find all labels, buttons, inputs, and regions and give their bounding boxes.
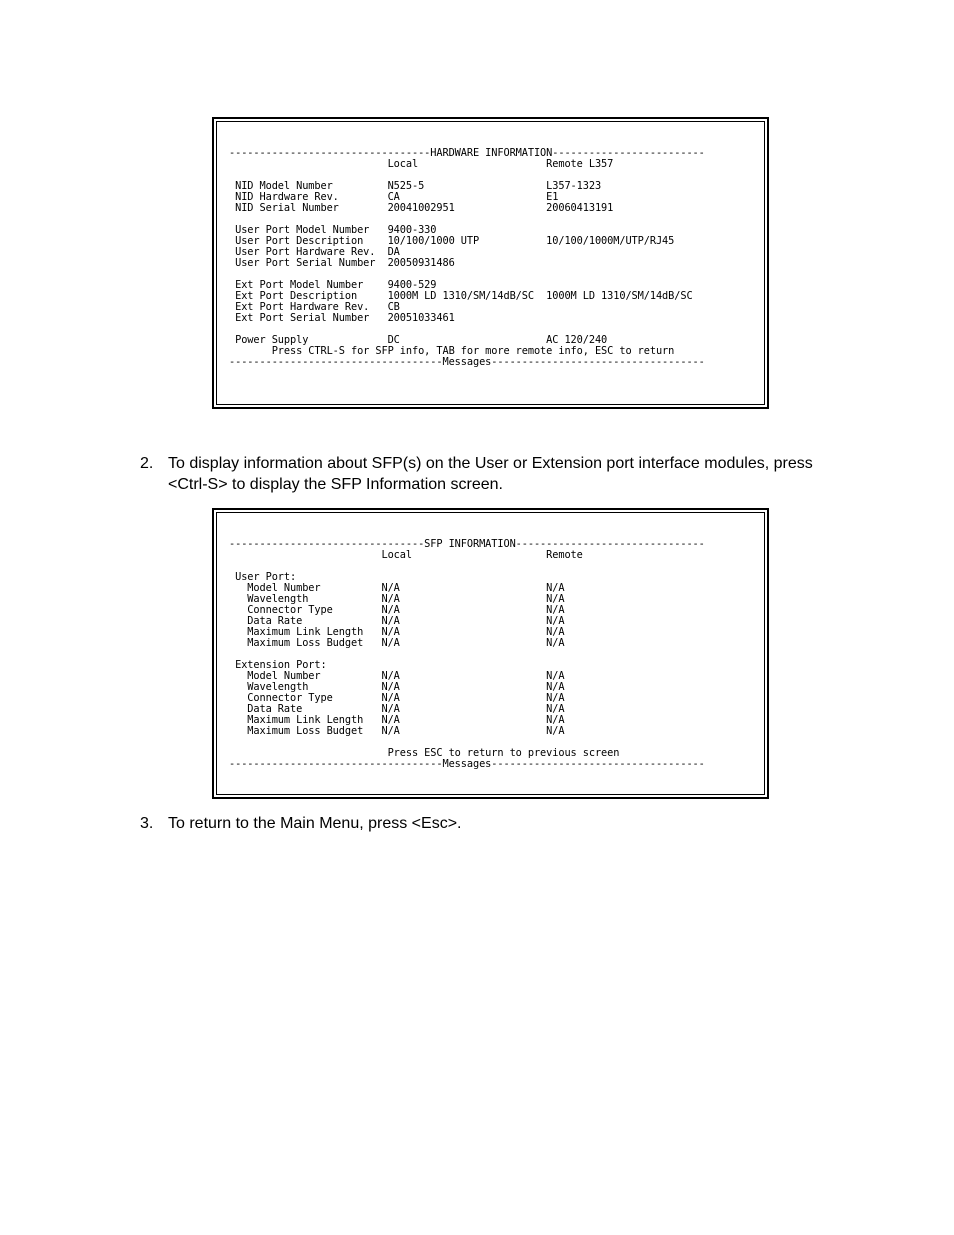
sfp-information-frame (216, 512, 765, 795)
step-3 (140, 813, 840, 835)
hardware-information-screen (212, 117, 769, 409)
step-2-text: To display information about SFP(s) on the User or Extension port interface modules, press <Ctrl-S> to display the SFP Information screen. (168, 455, 813, 493)
step-2 (140, 453, 840, 497)
hardware-information-text: ---------------------------------HARDWARE INFORMATION------------------------- Local Remote L357 NID Model Number N525-5 L357-1323 NID Hardware Rev. CA E1 NID Serial Number 20041002951 20060413191 User Port Model Number 9400-330 User Port Description 10/100/1000 UTP 10/100/1000M/UTP/RJ45 User Port Hardware Rev. DA User Port Serial Number 20050931486 Ext Port Model Number 9400-529 Ext Port Description 1000M LD 1310/SM/14dB/SC 1000M LD 1310/SM/14dB/SC Ext Port Hardware Rev. CB Ext Port Serial Number 20051033461 Power Supply DC AC 120/240 Press CTRL-S for SFP info, TAB for more remote info, ESC to return -----------------------------------Messages----------------------------------- (229, 147, 705, 368)
step-3-number: 3. (140, 815, 154, 832)
sfp-information-screen (212, 508, 769, 799)
sfp-information-text: --------------------------------SFP INFORMATION------------------------------- Local Remote User Port: Model Number N/A N/A Wavelength N/A N/A Connector Type N/A N/A Data Rate N/A N/A Maximum Link Length N/A N/A Maximum Loss Budget N/A N/A Extension Port: Model Number N/A N/A Wavelength N/A N/A Connector Type N/A N/A Data Rate N/A N/A Maximum Link Length N/A N/A Maximum Loss Budget N/A N/A Press ESC to return to previous screen -----------------------------------Messages----------------------------------- (229, 538, 705, 770)
step-3-text: To return to the Main Menu, press <Esc>. (168, 815, 462, 832)
hardware-information-frame (216, 121, 765, 405)
step-2-number: 2. (140, 455, 154, 472)
